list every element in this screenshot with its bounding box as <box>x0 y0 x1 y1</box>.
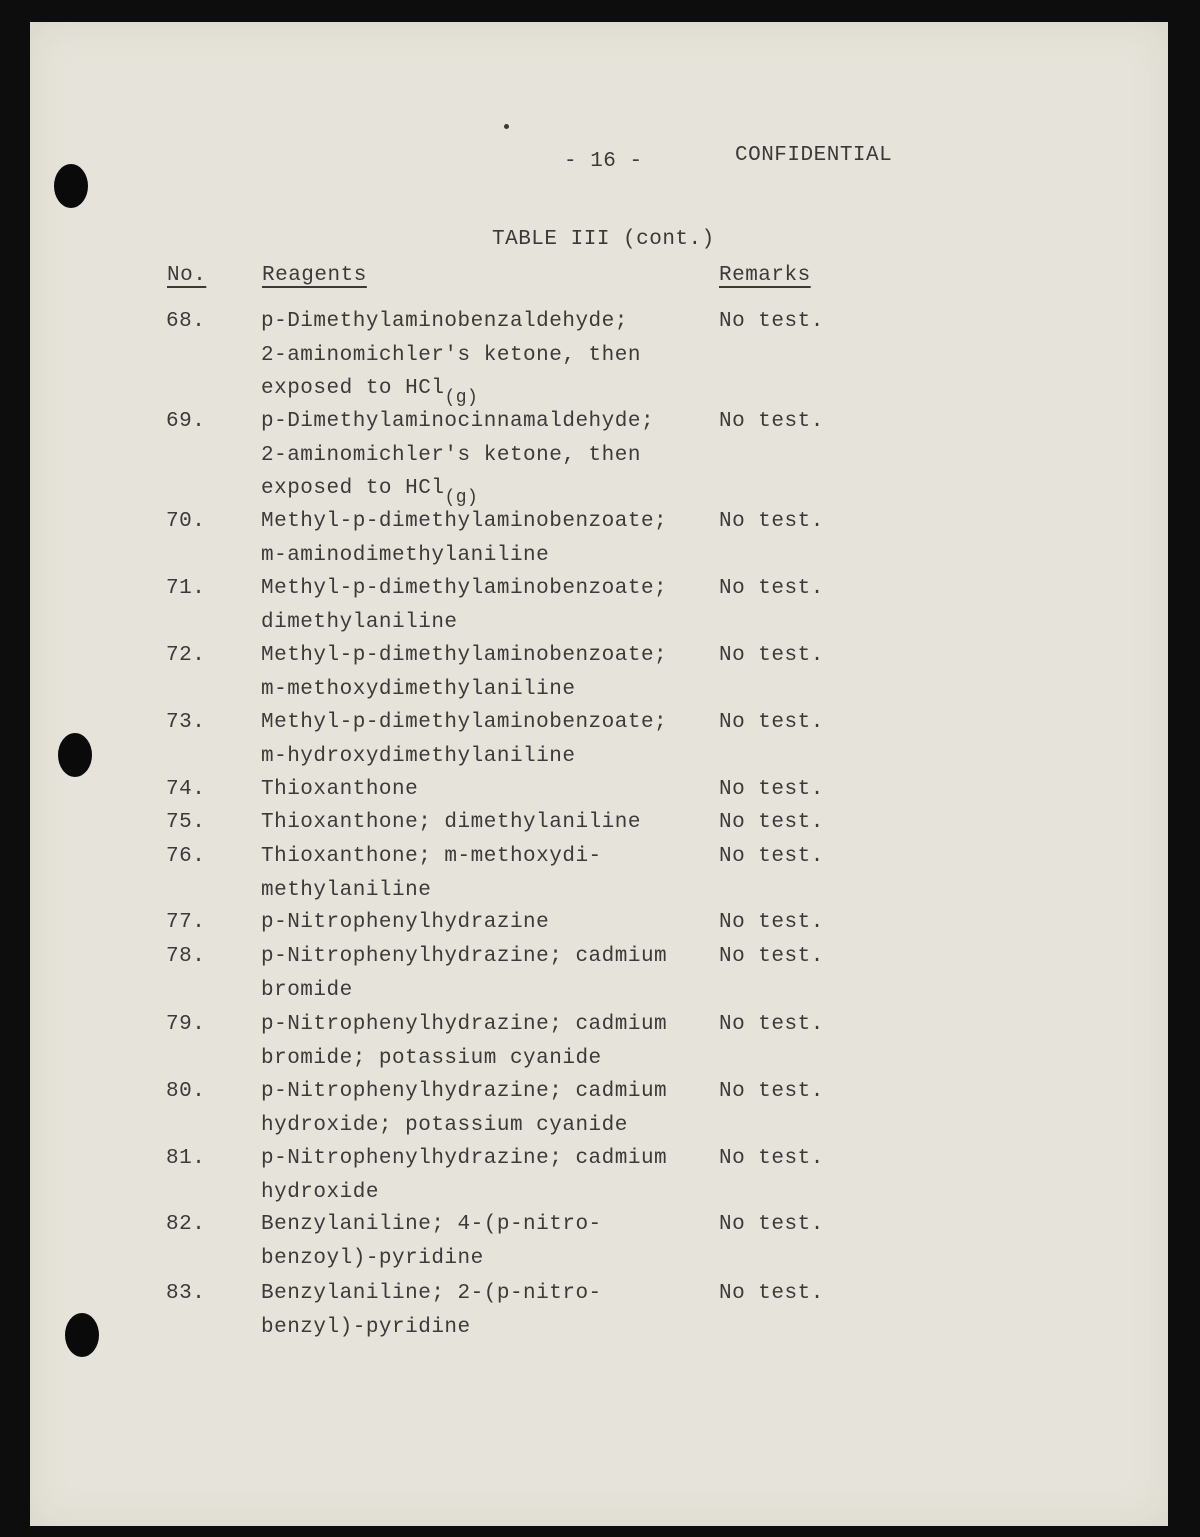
table-title: TABLE III (cont.) <box>492 228 715 251</box>
reagent-line: 2-aminomichler's ketone, then <box>261 343 641 367</box>
reagent-line: hydroxide; potassium cyanide <box>261 1113 628 1137</box>
row-number: 81. <box>166 1147 206 1170</box>
row-remark: No test. <box>719 510 824 533</box>
reagent-line: dimethylaniline <box>261 610 458 634</box>
row-number: 70. <box>166 510 206 533</box>
row-reagents <box>261 305 641 406</box>
row-number: 68. <box>166 310 206 333</box>
row-remark: No test. <box>719 945 824 968</box>
reagent-line: Benzylaniline; 4-(p-nitro- <box>261 1213 602 1236</box>
reagent-line: p-Nitrophenylhydrazine; cadmium <box>261 1080 668 1103</box>
reagent-line: Methyl-p-dimethylaminobenzoate; <box>261 510 668 533</box>
phase-subscript: (g) <box>444 488 479 508</box>
reagent-line: hydroxide <box>261 1180 379 1204</box>
column-header-no: No. <box>167 264 207 287</box>
binder-hole-top <box>54 164 88 208</box>
row-remark: No test. <box>719 1282 824 1305</box>
reagent-line: p-Nitrophenylhydrazine; cadmium <box>261 1147 668 1170</box>
row-number: 73. <box>166 711 206 734</box>
row-remark: No test. <box>719 911 824 934</box>
reagent-line: Methyl-p-dimethylaminobenzoate; <box>261 711 668 734</box>
row-reagents <box>261 806 641 840</box>
binder-hole-middle <box>58 733 92 777</box>
row-remark: No test. <box>719 811 824 834</box>
row-number: 75. <box>166 811 206 834</box>
row-number: 80. <box>166 1080 206 1103</box>
reagent-line: m-methoxydimethylaniline <box>261 677 576 701</box>
row-remark: No test. <box>719 1080 824 1103</box>
row-reagents <box>261 773 418 807</box>
row-remark: No test. <box>719 577 824 600</box>
row-remark: No test. <box>719 1147 824 1170</box>
row-number: 76. <box>166 845 206 868</box>
row-reagents <box>261 1008 667 1075</box>
row-remark: No test. <box>719 410 824 433</box>
row-remark: No test. <box>719 1013 824 1036</box>
row-reagents <box>261 405 654 506</box>
row-reagents <box>261 1142 667 1209</box>
binder-hole-bottom <box>65 1313 99 1357</box>
reagent-line: p-Nitrophenylhydrazine; cadmium <box>261 1013 668 1036</box>
phase-subscript: (g) <box>444 388 479 408</box>
row-number: 77. <box>166 911 206 934</box>
reagent-line: m-aminodimethylaniline <box>261 543 550 567</box>
reagent-line: Thioxanthone; m-methoxydi- <box>261 845 602 868</box>
row-reagents <box>261 639 667 706</box>
reagent-line: Thioxanthone; dimethylaniline <box>261 811 641 834</box>
row-remark: No test. <box>719 845 824 868</box>
row-remark: No test. <box>719 1213 824 1236</box>
row-number: 69. <box>166 410 206 433</box>
row-reagents <box>261 840 602 907</box>
row-remark: No test. <box>719 778 824 801</box>
row-number: 83. <box>166 1282 206 1305</box>
ink-dot <box>504 124 509 129</box>
reagent-line: p-Nitrophenylhydrazine; cadmium <box>261 945 668 968</box>
row-remark: No test. <box>719 310 824 333</box>
reagent-line: m-hydroxydimethylaniline <box>261 744 576 768</box>
row-reagents <box>261 1277 602 1344</box>
row-reagents <box>261 1208 602 1275</box>
reagent-line: exposed to HCl$_{(g)}$ <box>261 477 479 508</box>
reagent-line: 2-aminomichler's ketone, then <box>261 443 641 467</box>
reagent-line: Thioxanthone <box>261 778 419 801</box>
row-number: 74. <box>166 778 206 801</box>
reagent-line: p-Dimethylaminobenzaldehyde; <box>261 310 628 333</box>
row-number: 82. <box>166 1213 206 1236</box>
row-reagents <box>261 940 667 1007</box>
row-reagents <box>261 1075 667 1142</box>
row-reagents <box>261 906 549 940</box>
row-reagents <box>261 706 667 773</box>
row-number: 79. <box>166 1013 206 1036</box>
reagent-line: Methyl-p-dimethylaminobenzoate; <box>261 644 668 667</box>
reagent-line: exposed to HCl$_{(g)}$ <box>261 377 479 408</box>
reagent-line: Benzylaniline; 2-(p-nitro- <box>261 1282 602 1305</box>
row-reagents <box>261 505 667 572</box>
reagent-line: p-Dimethylaminocinnamaldehyde; <box>261 410 655 433</box>
reagent-line: bromide; potassium cyanide <box>261 1046 602 1070</box>
row-reagents <box>261 572 667 639</box>
row-number: 71. <box>166 577 206 600</box>
row-number: 78. <box>166 945 206 968</box>
reagent-line: benzyl)-pyridine <box>261 1315 471 1339</box>
column-header-reagents: Reagents <box>262 264 367 287</box>
page-number: - 16 - <box>564 150 643 173</box>
reagent-line: Methyl-p-dimethylaminobenzoate; <box>261 577 668 600</box>
row-number: 72. <box>166 644 206 667</box>
reagent-line: bromide <box>261 978 353 1002</box>
classification-label: CONFIDENTIAL <box>735 144 893 167</box>
reagent-line: p-Nitrophenylhydrazine <box>261 911 550 934</box>
reagent-line: benzoyl)-pyridine <box>261 1246 484 1270</box>
column-header-remarks: Remarks <box>719 264 811 287</box>
row-remark: No test. <box>719 644 824 667</box>
reagent-line: methylaniline <box>261 878 432 902</box>
row-remark: No test. <box>719 711 824 734</box>
